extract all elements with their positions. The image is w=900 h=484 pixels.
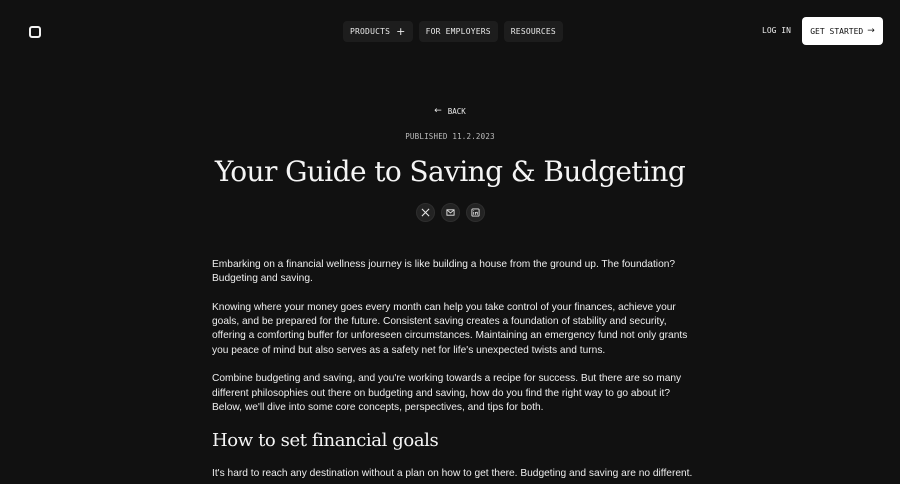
nav-resources-button[interactable]	[504, 21, 563, 42]
share-linkedin-button[interactable]	[466, 203, 485, 222]
nav-resources-label: RESOURCES	[510, 27, 556, 36]
published-date: PUBLISHED 11.2.2023	[405, 132, 495, 141]
get-started-label: GET STARTED	[810, 26, 864, 36]
main-nav	[343, 21, 563, 42]
plus-icon: +	[396, 25, 406, 38]
article-paragraph: Embarking on a financial wellness journey is like building a house from the ground up. The foundation? Budgeting and saving.	[212, 259, 676, 285]
article-paragraph: Knowing where your money goes every month can help you take control of your finances, achieve your goals, and be prepared for the future. Consistent saving creates a foundation of stability and security, offering a comforting buffer for unforeseen circumstances. Maintaining an emergency fund not only grants you peace of mind but also serves as a safety net for life's unexpected twists and turns.	[212, 301, 688, 356]
share-buttons	[416, 203, 485, 222]
login-link[interactable]: LOG IN	[762, 26, 791, 35]
back-link[interactable]	[0, 106, 900, 116]
arrow-left-icon: ←	[434, 106, 442, 116]
mail-icon	[446, 208, 455, 217]
share-mail-button[interactable]	[441, 203, 460, 222]
nav-for-employers-label: FOR EMPLOYERS	[425, 27, 491, 36]
nav-products-label: PRODUCTS	[350, 27, 391, 36]
logo-icon[interactable]	[29, 26, 41, 38]
get-started-button[interactable]	[802, 17, 883, 45]
x-icon	[421, 208, 430, 217]
article-paragraph: Combine budgeting and saving, and you're working towards a recipe for success. But there are so many different philosophies out there on budgeting and saving, how do you find the right way to go about it? Below, we'll dive into some core concepts, perspectives, and tips for both.	[212, 373, 682, 413]
article-paragraph: It's hard to reach any destination without a plan on how to get there. Budgeting and saving are no different.	[212, 467, 693, 479]
share-x-button[interactable]	[416, 203, 435, 222]
nav-for-employers-button[interactable]	[419, 21, 498, 42]
linkedin-icon	[471, 208, 480, 217]
article-title: Your Guide to Saving & Budgeting	[214, 155, 686, 188]
back-label: BACK	[447, 106, 466, 116]
arrow-right-icon: →	[867, 26, 875, 36]
article-body	[212, 258, 694, 484]
section-heading: How to set financial goals	[212, 429, 439, 451]
nav-products-button[interactable]	[343, 21, 413, 42]
